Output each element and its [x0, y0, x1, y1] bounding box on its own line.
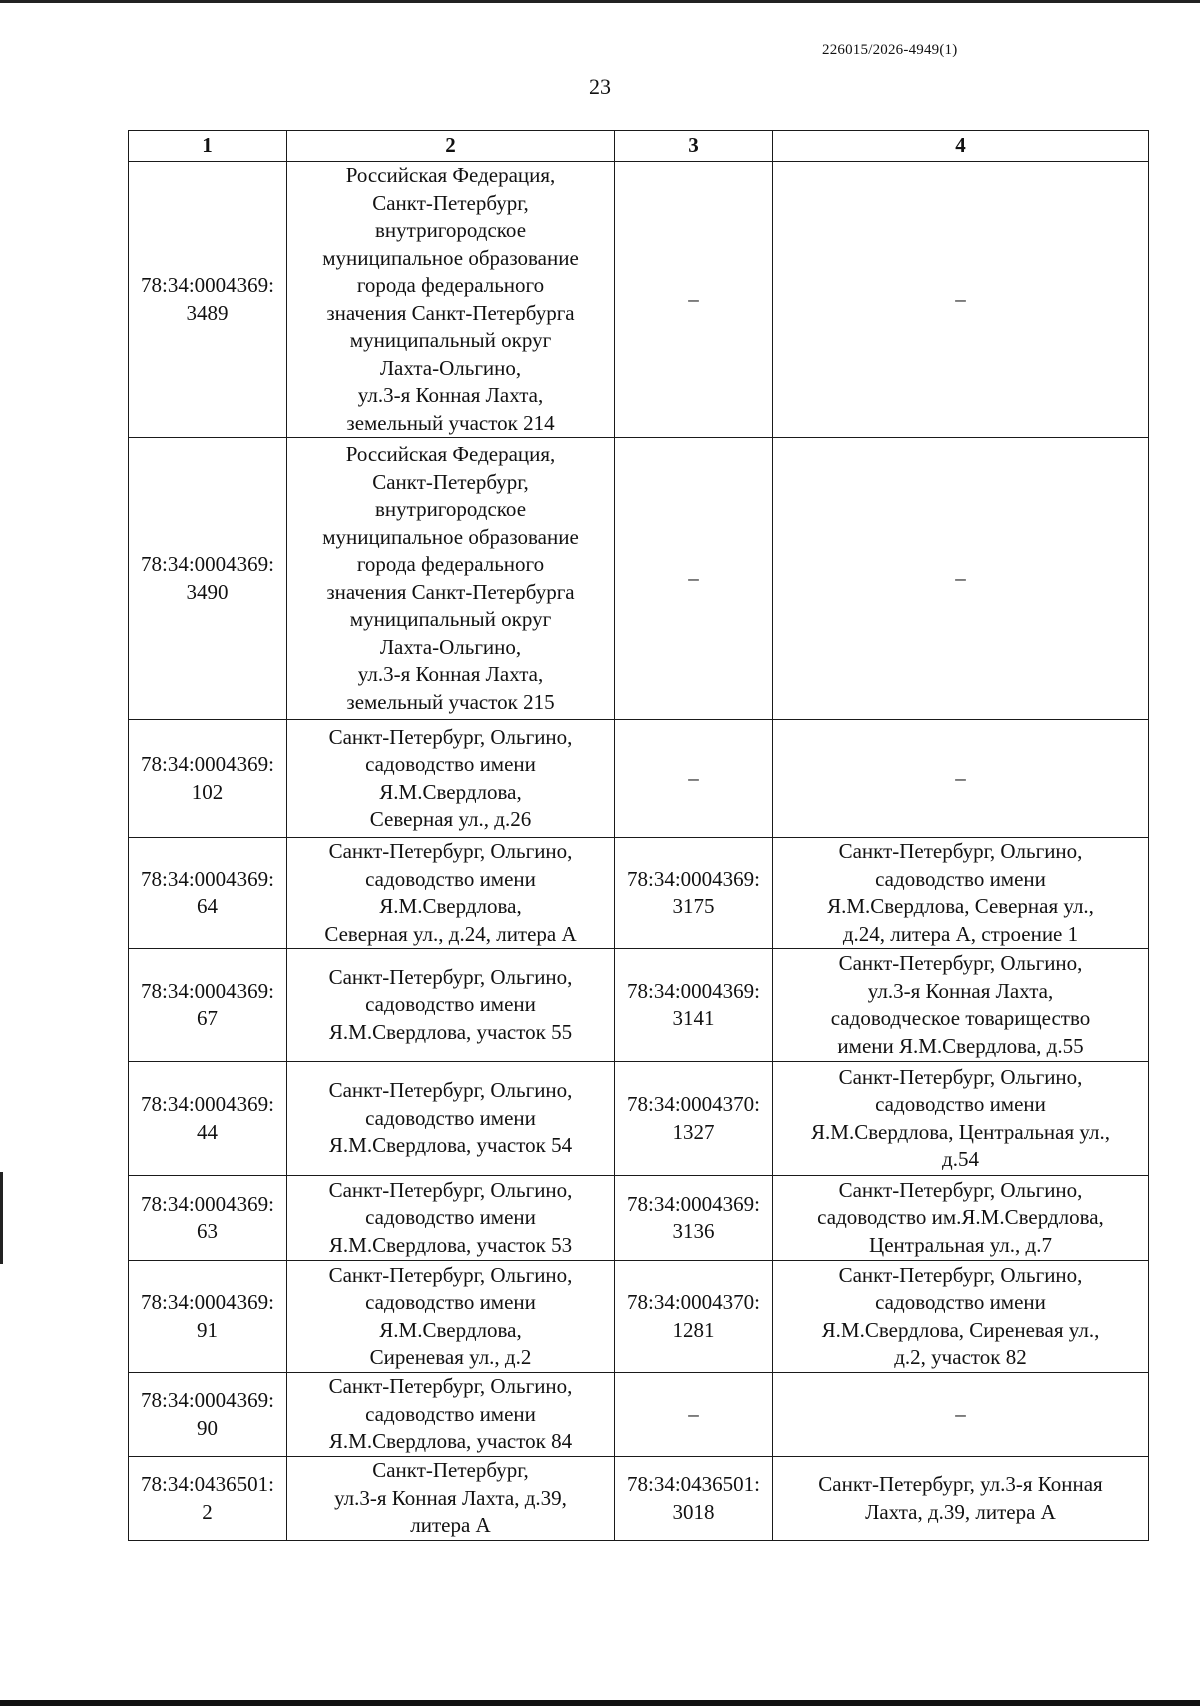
cadastral-number-cell: 78:34:0004369: 63 — [129, 1176, 287, 1261]
address-cell: Российская Федерация, Санкт-Петербург, внутригородское муниципальное образование города федерального значения Санкт-Петербурга муниципальный округ Лахта-Ольгино, ул.3-я Конная Лахта, земельный участок 215 — [287, 438, 615, 720]
cadastral-number-cell: 78:34:0004369: 102 — [129, 720, 287, 838]
table-body — [129, 162, 1149, 1541]
address-cell: Санкт-Петербург, Ольгино, садоводство имени Я.М.Свердлова, участок 53 — [287, 1176, 615, 1261]
table-row — [129, 438, 1149, 720]
cadastral-number-cell: 78:34:0436501: 2 — [129, 1457, 287, 1541]
scan-edge-top — [0, 0, 1200, 3]
table-row — [129, 1373, 1149, 1457]
table-header — [129, 131, 1149, 162]
registry-table — [128, 130, 1149, 1541]
building-address-cell: – — [773, 162, 1149, 438]
table-row — [129, 720, 1149, 838]
address-cell: Российская Федерация, Санкт-Петербург, внутригородское муниципальное образование города федерального значения Санкт-Петербурга муниципальный округ Лахта-Ольгино, ул.3-я Конная Лахта, земельный участок 214 — [287, 162, 615, 438]
header-col-4: 4 — [773, 131, 1149, 162]
building-cadastral-number-cell: – — [615, 438, 773, 720]
building-address-cell: Санкт-Петербург, ул.3-я Конная Лахта, д.39, литера А — [773, 1457, 1149, 1541]
building-cadastral-number-cell: 78:34:0004370: 1327 — [615, 1062, 773, 1176]
building-address-cell: Санкт-Петербург, Ольгино, садоводство имени Я.М.Свердлова, Сиреневая ул., д.2, участок 82 — [773, 1261, 1149, 1373]
cadastral-number-cell: 78:34:0004369: 3490 — [129, 438, 287, 720]
cadastral-number-cell: 78:34:0004369: 3489 — [129, 162, 287, 438]
scan-margin-mark — [0, 1172, 3, 1264]
table-row — [129, 1176, 1149, 1261]
table-row — [129, 838, 1149, 949]
table-row — [129, 162, 1149, 438]
header-col-2: 2 — [287, 131, 615, 162]
document-number: 226015/2026-4949(1) — [822, 42, 958, 58]
building-cadastral-number-cell: – — [615, 162, 773, 438]
address-cell: Санкт-Петербург, Ольгино, садоводство имени Я.М.Свердлова, участок 55 — [287, 949, 615, 1062]
building-cadastral-number-cell: – — [615, 720, 773, 838]
building-cadastral-number-cell: 78:34:0436501: 3018 — [615, 1457, 773, 1541]
address-cell: Санкт-Петербург, Ольгино, садоводство имени Я.М.Свердлова, Северная ул., д.24, литера А — [287, 838, 615, 949]
building-cadastral-number-cell: 78:34:0004370: 1281 — [615, 1261, 773, 1373]
address-cell: Санкт-Петербург, Ольгино, садоводство имени Я.М.Свердлова, участок 54 — [287, 1062, 615, 1176]
building-address-cell: Санкт-Петербург, Ольгино, садоводство имени Я.М.Свердлова, Центральная ул., д.54 — [773, 1062, 1149, 1176]
building-address-cell: Санкт-Петербург, Ольгино, садоводство имени Я.М.Свердлова, Северная ул., д.24, литера А, строение 1 — [773, 838, 1149, 949]
table-row — [129, 1457, 1149, 1541]
address-cell: Санкт-Петербург, Ольгино, садоводство имени Я.М.Свердлова, Сиреневая ул., д.2 — [287, 1261, 615, 1373]
building-address-cell: Санкт-Петербург, Ольгино, ул.3-я Конная Лахта, садоводческое товарищество имени Я.М.Свердлова, д.55 — [773, 949, 1149, 1062]
building-cadastral-number-cell: 78:34:0004369: 3175 — [615, 838, 773, 949]
address-cell: Санкт-Петербург, ул.3-я Конная Лахта, д.39, литера А — [287, 1457, 615, 1541]
header-row — [129, 131, 1149, 162]
building-address-cell: – — [773, 1373, 1149, 1457]
header-col-1: 1 — [129, 131, 287, 162]
table-row — [129, 949, 1149, 1062]
building-cadastral-number-cell: – — [615, 1373, 773, 1457]
cadastral-number-cell: 78:34:0004369: 67 — [129, 949, 287, 1062]
building-address-cell: Санкт-Петербург, Ольгино, садоводство им.Я.М.Свердлова, Центральная ул., д.7 — [773, 1176, 1149, 1261]
cadastral-number-cell: 78:34:0004369: 90 — [129, 1373, 287, 1457]
building-cadastral-number-cell: 78:34:0004369: 3141 — [615, 949, 773, 1062]
page-number: 23 — [589, 74, 611, 99]
cadastral-number-cell: 78:34:0004369: 64 — [129, 838, 287, 949]
building-cadastral-number-cell: 78:34:0004369: 3136 — [615, 1176, 773, 1261]
cadastral-number-cell: 78:34:0004369: 44 — [129, 1062, 287, 1176]
building-address-cell: – — [773, 720, 1149, 838]
address-cell: Санкт-Петербург, Ольгино, садоводство имени Я.М.Свердлова, Северная ул., д.26 — [287, 720, 615, 838]
table-row — [129, 1062, 1149, 1176]
scan-edge-bottom — [0, 1700, 1200, 1706]
building-address-cell: – — [773, 438, 1149, 720]
address-cell: Санкт-Петербург, Ольгино, садоводство имени Я.М.Свердлова, участок 84 — [287, 1373, 615, 1457]
cadastral-number-cell: 78:34:0004369: 91 — [129, 1261, 287, 1373]
header-col-3: 3 — [615, 131, 773, 162]
table-row — [129, 1261, 1149, 1373]
